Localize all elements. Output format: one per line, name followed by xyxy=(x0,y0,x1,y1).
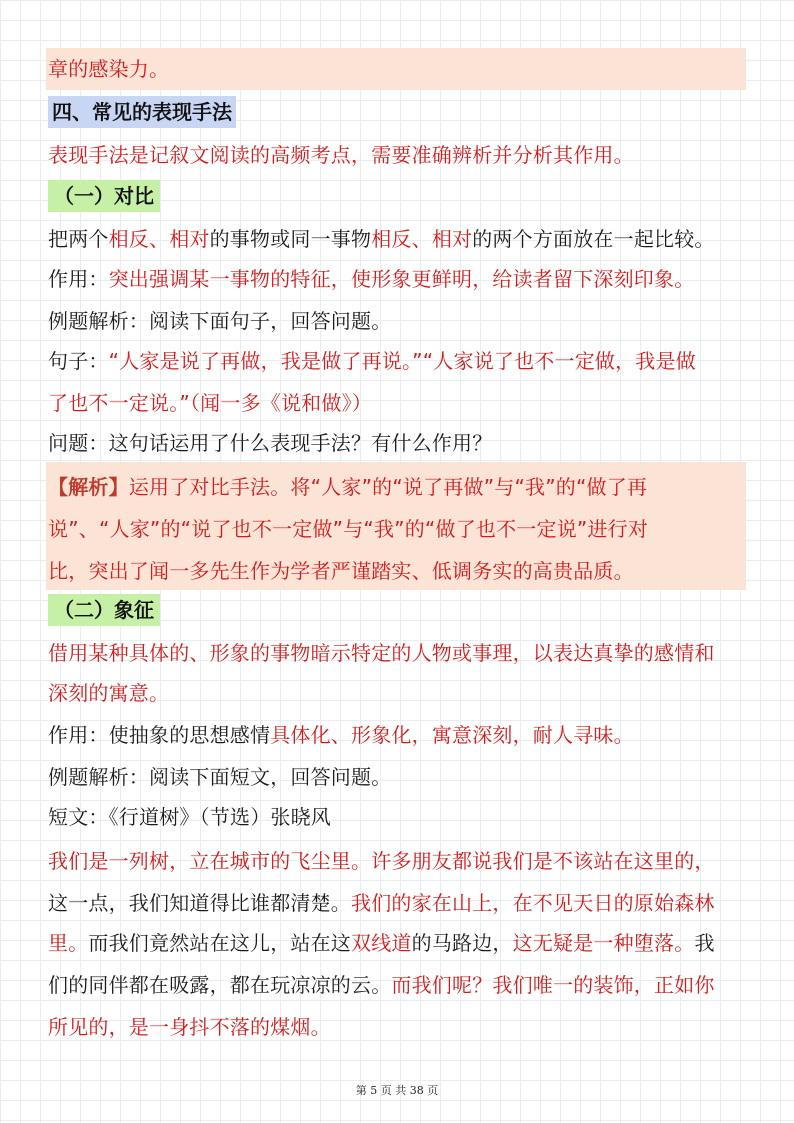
passage-4a: 们的同伴都在吸露，都在玩凉凉的云。 xyxy=(48,973,392,997)
passage-2a: 这一点，我们知道得比谁都清楚。 xyxy=(48,891,351,915)
sentence-label: 句子： xyxy=(48,349,109,373)
def-part-1: 把两个 xyxy=(48,227,109,251)
sentence-text-1: “人家是说了再做，我是做了再说。”“人家说了也不一定做，我是做 xyxy=(108,349,696,373)
analysis-text-1: 运用了对比手法。将“人家”的“说了再做”与“我”的“做了再 xyxy=(128,475,648,499)
passage-3b: 而我们竟然站在这儿，站在这 xyxy=(88,931,352,955)
passage-2b: 我们的家在山上，在不见天日的原始森林 xyxy=(351,891,715,915)
passage-3f: 我 xyxy=(694,931,715,955)
contrast-definition xyxy=(48,224,746,254)
symbol-effect-label: 作用：使抽象的思想感情 xyxy=(48,723,271,747)
passage-line5: 所见的，是一身抖不落的煤烟。 xyxy=(48,1015,331,1039)
effect-text: 突出强调某一事物的特征，使形象更鲜明，给读者留下深刻印象。 xyxy=(108,267,695,291)
contrast-sentence-line1 xyxy=(48,346,746,376)
symbol-effect-text: 具体化、形象化，寓意深刻，耐人寻味。 xyxy=(270,723,634,747)
effect-label: 作用： xyxy=(48,267,109,291)
analysis-label: 【解析】 xyxy=(48,475,129,499)
analysis-line3: 比，突出了闻一多先生作为学者严谨踏实、低调务实的高贵品质。 xyxy=(48,559,634,583)
symbol-def-line2: 深刻的寓意。 xyxy=(48,681,170,705)
analysis-line2: 说”、“人家”的“说了也不一定做”与“我”的“做了也不一定说”进行对 xyxy=(48,517,649,541)
passage-3a: 里。 xyxy=(48,931,89,955)
subheading-symbol: （二）象征 xyxy=(48,594,160,626)
passage-line1: 我们是一列树，立在城市的飞尘里。许多朋友都说我们是不该站在这里的， xyxy=(48,849,715,873)
sentence-text-2: 了也不一定说。” xyxy=(48,391,190,415)
symbol-example-intro: 例题解析：阅读下面短文，回答问题。 xyxy=(48,765,392,789)
def-part-3: 的事物或同一事物 xyxy=(209,227,372,251)
def-part-4: 相反、相对 xyxy=(371,227,473,251)
symbol-source: 短文：《行道树》（节选）张晓风 xyxy=(48,805,331,829)
section-heading: 四、常见的表现手法 xyxy=(48,96,236,128)
def-part-5: 的两个方面放在一起比较。 xyxy=(472,227,715,251)
carryover-text: 章的感染力。 xyxy=(48,57,170,81)
analysis-line1 xyxy=(48,472,746,502)
symbol-effect xyxy=(48,720,746,750)
section-intro: 表现手法是记叙文阅读的高频考点，需要准确辨析并分析其作用。 xyxy=(48,143,634,167)
passage-3c: 双线道 xyxy=(351,931,412,955)
subheading-contrast: （一）对比 xyxy=(48,180,160,212)
passage-3e: 这无疑是一种堕落。 xyxy=(512,931,695,955)
passage-3d: 的马路边， xyxy=(411,931,513,955)
page-number: 第 5 页 共 38 页 xyxy=(355,1084,439,1097)
def-part-2: 相反、相对 xyxy=(108,227,210,251)
sentence-source: （闻一多《说和做》） xyxy=(189,391,372,415)
passage-4b: 而我们呢？我们唯一的装饰，正如你 xyxy=(391,973,715,997)
passage-line4 xyxy=(48,970,746,1000)
contrast-sentence-line2 xyxy=(48,388,746,418)
symbol-def-line1: 借用某种具体的、形象的事物暗示特定的人物或事理，以表达真挚的感情和 xyxy=(48,641,715,665)
passage-line2 xyxy=(48,888,746,918)
passage-line3 xyxy=(48,928,746,958)
contrast-example-intro: 例题解析：阅读下面句子，回答问题。 xyxy=(48,309,392,333)
contrast-question: 问题：这句话运用了什么表现手法？有什么作用？ xyxy=(48,431,493,455)
contrast-effect xyxy=(48,264,746,294)
